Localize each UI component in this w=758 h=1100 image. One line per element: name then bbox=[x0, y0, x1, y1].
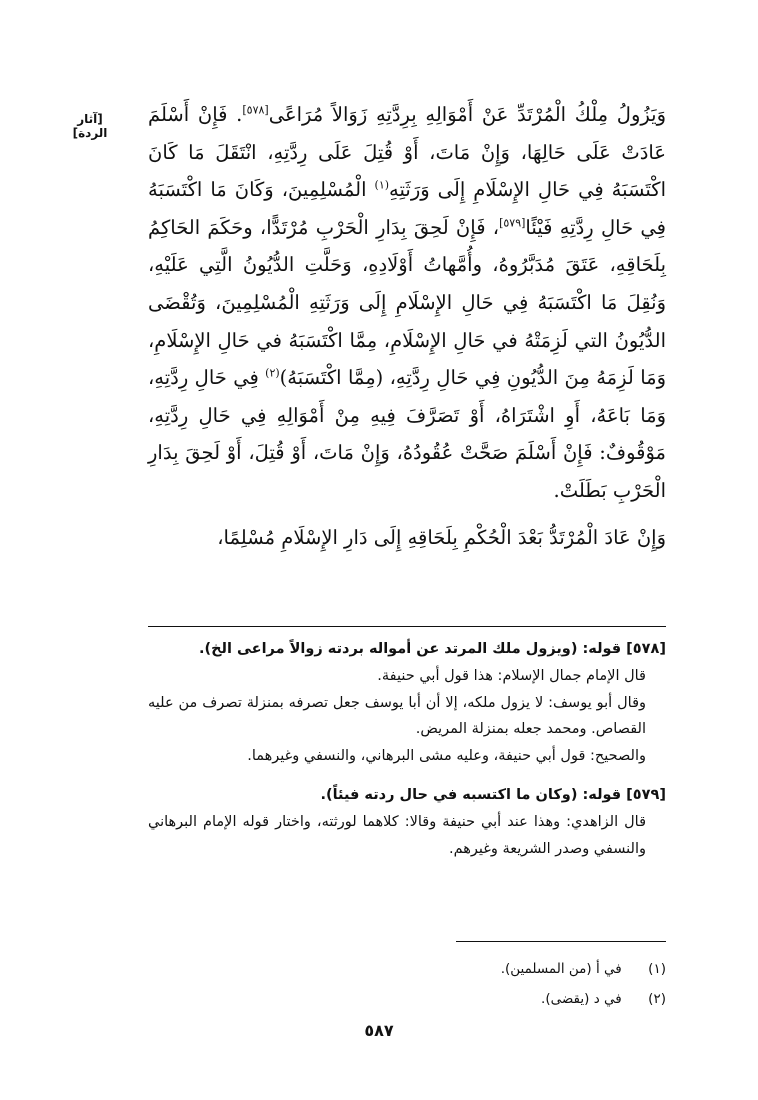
main-paragraph-1 bbox=[148, 96, 666, 510]
footnote-text: في أ (من المسلمين). bbox=[500, 961, 622, 977]
main-text bbox=[148, 96, 666, 556]
footnote-divider bbox=[456, 941, 666, 942]
commentary-block-579 bbox=[148, 782, 666, 862]
commentary-block-578 bbox=[148, 636, 666, 770]
commentary-line: والصحيح: قول أبي حنيفة، وعليه مشى البرهاني، والنسفي وغيرهما. bbox=[247, 748, 646, 765]
footnote-ref-1: (١) bbox=[374, 178, 390, 192]
footnote-number: (١) bbox=[648, 961, 666, 977]
footnote-number: (٢) bbox=[648, 991, 666, 1007]
commentary-heading-579: [٥٧٩] قوله: (وكان ما اكتسبه في حال ردته فيئاً). bbox=[320, 786, 666, 803]
footnotes bbox=[148, 954, 666, 1014]
margin-note: [آثار الردة] bbox=[72, 112, 108, 140]
footnote-1 bbox=[148, 954, 666, 984]
commentary-line: وقال أبو يوسف: لا يزول ملكه، إلا أن أبا يوسف جعل تصرفه بمنزلة تصرف من عليه القصاص. ومحمد جعله بمنزلة المريض. bbox=[148, 694, 646, 738]
commentary-line: قال الإمام جمال الإسلام: هذا قول أبي حنيفة. bbox=[377, 667, 646, 684]
footnote-text: في د (يقضى). bbox=[541, 991, 622, 1007]
main-text-part-3: الْمُسْلِمِينَ، وَكَانَ مَا اكْتَسَبَهُ فِي حَالِ رِدَّتِهِ فَيْئًا bbox=[148, 178, 666, 239]
commentary-heading-578: [٥٧٨] قوله: (ويزول ملك المرتد عن أمواله بردته زوالاً مراعى الخ). bbox=[198, 641, 666, 657]
main-text-part-2: . فَإِنْ أَسْلَمَ عَادَتْ عَلَى حَالِهَا، وَإِنْ مَاتَ، أَوْ قُتِلَ عَلَى رِدَّتِهِ، انْتَقَلَ مَا كَانَ اكْتَسَبَهُ فِي حَالِ الإِسْلَامِ إِلَى وَرَثَتِهِ bbox=[148, 103, 666, 202]
page-number: ٥٨٧ bbox=[364, 1021, 394, 1040]
footnote-ref-2: (٢) bbox=[265, 366, 280, 380]
footnote-2 bbox=[148, 984, 666, 1014]
commentary-line: قال الزاهدي: وهذا عند أبي حنيفة وقالا: كلاهما لورثته، واختار قوله الإمام البرهاني والنسفي وصدر الشريعة وغيرهم. bbox=[148, 813, 646, 857]
main-text-part-4: ، فَإِنْ لَحِقَ بِدَارِ الْحَرْبِ مُرْتَدًّا، وحَكَمَ الحَاكِمُ بِلَحَاقِهِ، عَتَقَ مُدَبَّرُوهُ، وأُمَّهاتُ أَوْلَادِهِ، وَحَلَّتِ الدُّيُونُ الَّتِي عَلَيْهِ، وَنُقِلَ مَا اكْتَسَبَهُ فِي حَالِ الإِسْلَامِ إِلَى وَرَثَتِهِ الْمُسْلِمِينَ، وَتُقْضَى الدُّيُونُ التي لَزِمَتْهُ في حَالِ الإِسْلَامِ، مِمَّا اكْتَسَبَهُ في حَالِ الإِسْلَامِ، وَمَا لَزِمَهُ مِنَ الدُّيُونِ فِي حَالِ رِدَّتِهِ، (مِمَّا اكْتَسَبَهُ) bbox=[148, 215, 666, 390]
commentary-ref-578: [٥٧٨] bbox=[242, 103, 269, 117]
commentary-divider bbox=[148, 626, 666, 627]
commentary-ref-579: [٥٧٩] bbox=[499, 216, 526, 230]
main-text-part-5: فِي حَالِ رِدَّتِهِ، وَمَا بَاعَهُ، أَوِ اشْتَرَاهُ، أَوْ تَصَرَّفَ فِيهِ مِنْ أَمْوَالِهِ فِي حَالِ رِدَّتِهِ، مَوْقُوفٌ: فَإِنْ أَسْلَمَ صَحَّتْ عُقُودُهُ، وَإِنْ مَاتَ، أَوْ قُتِلَ، أَوْ لَحِقَ بِدَارِ الْحَرْبِ بَطَلَتْ. bbox=[148, 366, 666, 502]
main-text-part-1: وَيَزُولُ مِلْكُ الْمُرْتَدِّ عَنْ أَمْوَالِهِ بِرِدَّتِهِ زَوَالاً مُرَاعًى bbox=[268, 103, 666, 126]
commentary-section bbox=[148, 636, 666, 862]
main-paragraph-2: وَإِنْ عَادَ الْمُرْتَدُّ بَعْدَ الْحُكْمِ بِلَحَاقِهِ إِلَى دَارِ الإِسْلَامِ مُسْلِمًا، bbox=[217, 525, 666, 549]
